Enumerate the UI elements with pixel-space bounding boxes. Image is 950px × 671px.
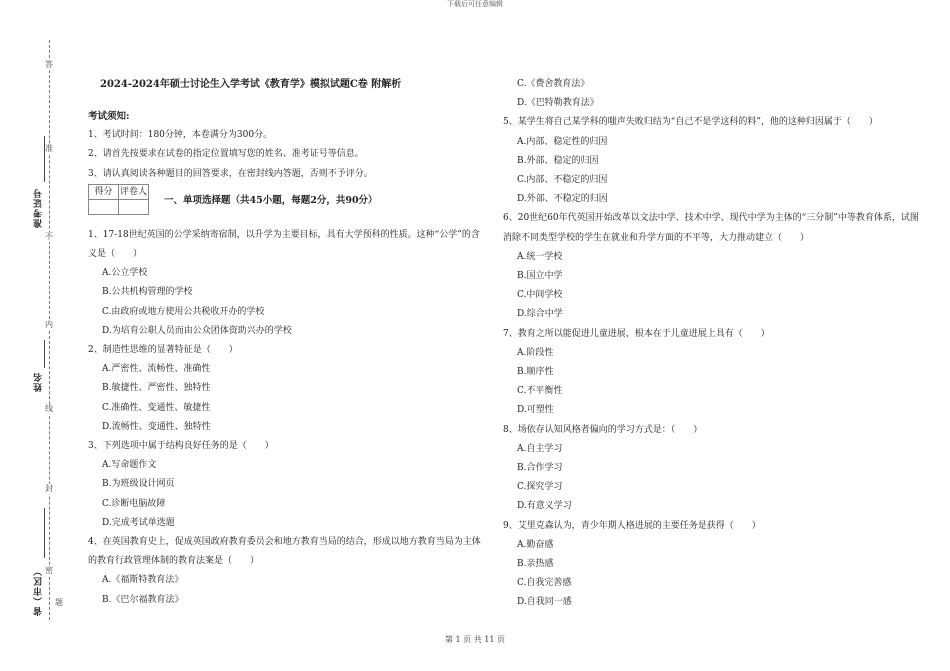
question-1 [88,226,488,341]
option[interactable]: A.《福斯特教育法》 [102,575,184,586]
exam-number-blank [44,136,45,182]
option[interactable]: C.中间学校 [517,290,563,301]
question-7 [503,325,923,421]
seal-mark: 线 [45,404,53,413]
seal-mark: 不 [45,232,53,241]
option[interactable]: A.勤奋感 [517,539,554,550]
page-header: 下载后可任意编辑 [447,0,503,8]
question-stem: 3、下列选项中属于结构良好任务的是（ ） [88,441,274,452]
option[interactable]: C.自我完善感 [517,578,572,589]
option[interactable]: B.《巴尔福教育法》 [102,594,184,605]
seal-mark: 封 [45,484,53,493]
notice-item: 3、请认真阅读各种题目的回答要求，在密封线内答题，否则不予评分。 [88,168,373,179]
seal-mark: 密 [45,566,53,575]
score-header: 得分 [89,184,119,199]
option[interactable]: A.阶段性 [517,347,554,358]
option[interactable]: B.国立中学 [517,271,563,282]
option[interactable]: C.由政府或地方使用公共税收开办的学校 [102,306,265,317]
question-3 [88,437,488,533]
grader-cell[interactable] [119,199,149,214]
option[interactable]: A.自主学习 [517,443,563,454]
option[interactable]: C.准确性、变通性、敏捷性 [102,402,211,413]
option[interactable]: C.诊断电脑故障 [102,498,166,509]
seal-line [49,40,50,620]
seal-mark: 准 [45,144,53,153]
option[interactable]: B.为班级设计网页 [102,479,175,490]
question-6 [503,209,923,324]
question-8 [503,421,923,517]
notice-title: 考试须知: [88,111,130,122]
option[interactable]: D.有意义学习 [517,501,572,512]
question-stem: 1、17-18世纪英国的公学采纳寄宿制，以升学为主要目标，具有大学预科的性质。这种“公学”的含义是（ ） [88,229,480,260]
seal-mark: 内 [45,320,53,329]
question-stem: 6、20世纪60年代英国开始改革以文法中学、技术中学、现代中学为主体的“三分制”中等教育体系，试图消除不同类型学校的学生在就业和升学方面的不平等，大力推动建立（ ） [503,213,919,243]
notice-item: 1、考试时间：180分钟，本卷满分为300分。 [88,130,273,141]
option[interactable]: C.不平衡性 [517,386,563,397]
question-stem: 7、教育之所以能促进儿童进展，根本在于儿童进展上具有（ ） [503,328,770,339]
option[interactable]: D.可塑性 [517,405,554,416]
question-stem: 5、某学生将自己某学科的嗤声失败归结为“自己不是学这科的料”，他的这种归因属于（ ） [503,117,878,128]
option[interactable]: D.为培育公职人员而由公众团体资助兴办的学校 [102,325,292,336]
option[interactable]: B.外部、稳定的归因 [517,155,599,166]
option[interactable]: B.敏捷性、严密性、独特性 [102,383,211,394]
question-stem: 2、制造性思维的显著特征是（ ） [88,345,238,356]
option[interactable]: A.统一学校 [517,251,563,262]
option[interactable]: C.《费舍教育法》 [517,79,590,89]
option[interactable]: D.综合中学 [517,309,563,320]
option[interactable]: D.《巴特勒教育法》 [517,98,599,109]
province-label: 省（市区） [34,566,44,616]
question-9 [503,517,923,613]
option[interactable]: D.外部、不稳定的归因 [517,194,608,205]
option[interactable]: D.流畅性、变通性、独特性 [102,421,211,432]
option[interactable]: C.内部、不稳定的归因 [517,175,608,186]
notice-item: 2、请首先按要求在试卷的指定位置填写您的姓名、准考证号等信息。 [88,149,364,160]
option[interactable]: D.完成考试单选题 [102,517,175,528]
question-2 [88,341,488,437]
option[interactable]: B.亲热感 [517,559,554,570]
option[interactable]: A.内部、稳定性的归因 [517,136,608,147]
score-area [88,184,488,218]
province-blank [44,508,45,558]
question-4 [88,533,488,610]
name-blank [44,340,45,368]
seal-mark: 答 [45,60,53,69]
name-label: 姓名 [34,372,44,392]
page-footer: 第 1 页 共 11 页 [445,635,505,644]
grader-header: 评卷人 [119,184,149,199]
question-stem: 4、在英国教育史上，促成英国政府教育委员会和地方教育当局的结合，形成以地方教育当局为主体的教育行政管理体制的教育法案是（ ） [88,537,481,567]
option[interactable]: A.严密性、流畅性、准确性 [102,364,211,375]
question-stem: 8、场依存认知风格者偏向的学习方式是：（ ） [503,424,703,435]
option[interactable]: A.写命题作文 [102,460,157,471]
score-cell[interactable] [89,199,119,214]
section-title: 一、单项选择题（共45小题，每题2分，共90分） [164,194,378,206]
option[interactable]: B.公共机构管理的学校 [102,287,193,298]
question-stem: 9、艾里克森认为，青少年期人格进展的主要任务是获得（ ） [503,520,761,531]
option[interactable]: B.合作学习 [517,463,563,474]
option[interactable]: D.自我同一感 [517,597,572,608]
option[interactable]: A.公立学校 [102,268,148,279]
option[interactable]: C.探究学习 [517,482,563,493]
paper-title: 2024-2024年硕士讨论生入学考试《教育学》模拟试题C卷 附解析 [100,79,402,90]
right-column [503,75,923,613]
exam-number-label: 准考证号 [34,188,44,228]
binding-margin [0,0,75,671]
seal-mark: 题 [55,598,63,607]
score-table [88,184,149,215]
question-5 [503,113,923,209]
left-column [88,75,488,610]
option[interactable]: B.顺序性 [517,367,554,378]
